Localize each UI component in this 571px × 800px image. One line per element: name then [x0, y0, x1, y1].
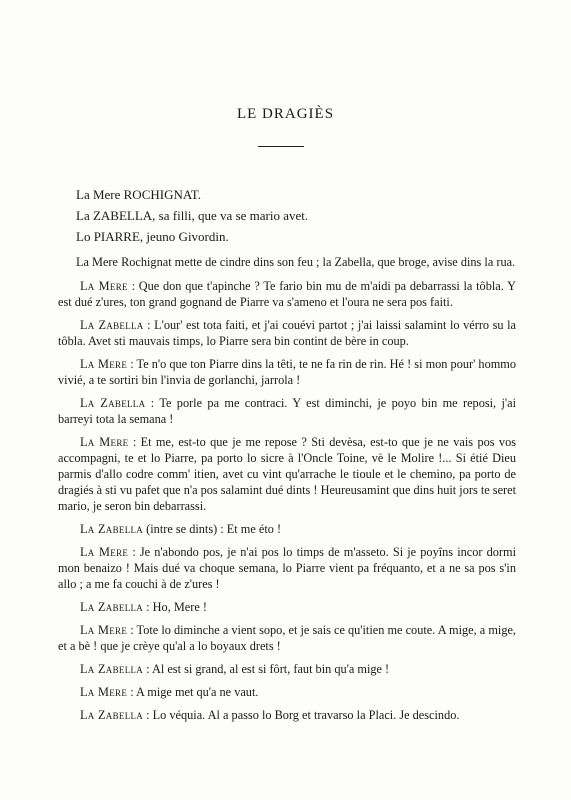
speech-text: : Ho, Mere !: [143, 600, 207, 614]
speaker-name: La Mere: [80, 685, 128, 699]
speaker-name: La Zabella: [80, 396, 146, 410]
dialogue-line: [58, 661, 516, 677]
dialogue-line: [58, 521, 516, 537]
cast-list: [76, 184, 308, 247]
speech-text: : Je n'abondo pos, je n'ai pos lo timps de m'asseto. Si je poyîns incor dormi mon benaizo ! Mais dué va choque semana, lo Piarre vient pa fréquanto, et a ne sa pos s'in allo ; a me fa couchi à de z'ures !: [58, 545, 516, 591]
dialogue-line: [58, 278, 516, 310]
dialogue-line: [58, 684, 516, 700]
speech-text: : Tote lo diminche a vient sopo, et je sais ce qu'itien me coute. A mige, a mige, et a bè ! que je crèye qu'al a lo boyaux drets !: [58, 623, 517, 653]
speaker-name: La Mere: [80, 357, 128, 371]
cast-line: La ZABELLA, sa filli, que va se mario avet.: [76, 208, 309, 223]
speaker-name: La Zabella: [80, 318, 144, 332]
speaker-name: La Zabella: [80, 600, 144, 614]
dialogue-line: [58, 544, 516, 592]
dialogue-line: [58, 707, 516, 723]
speech-text: : Al est si grand, al est si fôrt, faut bin qu'a mige !: [143, 662, 390, 676]
cast-line: La Mere ROCHIGNAT.: [76, 187, 202, 202]
speaker-name: La Zabella: [80, 522, 144, 536]
speaker-name: La Zabella: [80, 662, 144, 676]
speaker-name: La Mere: [80, 435, 129, 449]
speech-text: : L'our' est tota faiti, et j'ai couévi partot ; j'ai laissi salamint lo vérro su la tôbla. Avet sti mauvais timps, lo Piarre sera bin contint de bère in coup.: [58, 318, 517, 348]
speech-text: : Et me, est-to que je me repose ? Sti devèsa, est-to que je ne vais pos vos accompagni, te et lo Piarre, pa porto lo sicre à l'Oncle Toine, vè le Molire !... Si étié Dieu parmis d'allo codre comm' itien, avet cu vint qu'arrache le tioule et le chemino, pa porto de dragiés à sti vu pafet que n'a pos salamint dué dints ! Heureusamint que dins huit jors te seret mario, je seron bin debarrassi.: [58, 435, 517, 513]
dialogue-line: [58, 599, 516, 615]
page-title: LE DRAGIÈS: [236, 106, 335, 122]
speech-text: (intre se dints) : Et me éto !: [143, 522, 282, 536]
dialogue-line: [58, 317, 516, 349]
speech-text: : A mige met qu'a ne vaut.: [127, 685, 259, 699]
speaker-name: La Mere: [80, 623, 128, 637]
speech-text: : Te n'o que ton Piarre dins la têti, te ne fa rin de rin. Hé ! si mon pour' hommo vivié, a te sortiri bin l'invia de gorlanchi, jarrola !: [58, 357, 516, 387]
speaker-name: La Mere: [80, 279, 128, 293]
speech-text: : Que don que t'apinche ? Te fario bin mu de m'aidi pa debarrassi la tôbla. Y est dué z'ures, ton grand gognand de Piarre va s'ameno et l'oura ne sera pos faiti.: [58, 279, 516, 309]
dialogue-line: [58, 356, 516, 388]
dialogue-line: [58, 622, 516, 654]
dialogue-body: [58, 254, 516, 730]
speech-text: : Lo véquia. Al a passo lo Borg et travarso la Placi. Je descindo.: [143, 708, 460, 722]
speaker-name: La Mere: [80, 545, 129, 559]
speech-text: : Te porle pa me contraci. Y est diminchi, je poyo bin me reposi, j'ai barreyi tota la semana !: [58, 396, 516, 426]
speaker-name: La Zabella: [80, 708, 144, 722]
stage-direction: La Mere Rochignat mette de cindre dins son feu ; la Zabella, que broge, avise dins la rua.: [76, 255, 516, 269]
title-rule: [258, 146, 304, 147]
dialogue-line: [58, 434, 516, 514]
cast-line: Lo PIARRE, jeuno Givordin.: [76, 229, 229, 244]
dialogue-line: [58, 395, 516, 427]
